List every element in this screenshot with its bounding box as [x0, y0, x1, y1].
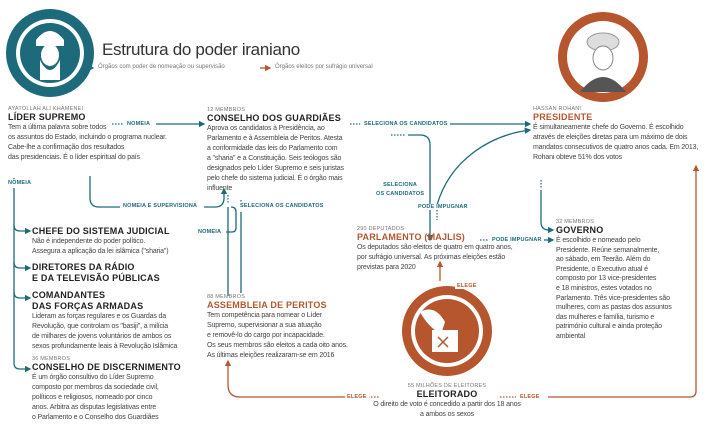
label-seleciona: SELECIONA OS CANDIDATOS	[364, 121, 448, 127]
guardioes-title: CONSELHO DOS GUARDIÃES	[207, 113, 341, 123]
assembleia-peritos-block: 88 MEMBROS ASSEMBLEIA DE PERITOS Tem competência para nomear o Líder Supremo, supervisionar a sua atuação e removê-lo do cargo por incapacidade. Os seus membros são eleitos a cada oito anos. As últimas eleições realizaram-se em 2016	[207, 294, 348, 359]
lider-name: AYATOLLAH ALI KHAMENEI	[8, 106, 84, 112]
label-pode-impugnar: PODE IMPUGNAR	[418, 204, 468, 210]
page-title: Estrutura do poder iraniano	[102, 40, 300, 59]
label-nomeia-supervisiona: NOMEIA E SUPERVISIONA	[123, 203, 198, 209]
ballot-icon	[402, 286, 492, 376]
diretores-radio-block: DIRETORES DA RÁDIO E DA TELEVISÃO PÚBLICAS	[32, 262, 160, 283]
presidente-name: HASSAN ROHANI	[533, 106, 582, 112]
presidente-title: PRESIDENTE	[533, 112, 593, 122]
parlamento-block: 290 DEPUTADOS PARLAMENTO (MAJLIS) Os deputados são eleitos de quatro em quatro anos, por sufrágio universal. As próximas eleições estão previstas para 2020	[357, 226, 513, 271]
rohani-portrait	[558, 12, 648, 102]
chefe-judicial-block	[32, 226, 170, 257]
label-nomeia: NOMEIA	[198, 229, 222, 235]
label-elege: ELEGE	[347, 394, 367, 400]
presidente-block	[533, 106, 698, 163]
guardioes-count: 12 MEMBROS	[207, 107, 246, 113]
presidente-text: É simultaneamente chefe do Governo. É escolhido através de eleições diretas para um máximo de dois mandatos consecutivos de quatro anos cada. Em 2013, Rohani obteve 51% dos votos	[533, 124, 699, 161]
governo-block: 32 MEMBROS GOVERNO É escolhido e nomeado pelo Presidente. Reúne semanalmente, ao sábado, em Teerão. Além do Presidente, o Executivo atual é composto por 13 vice-presidentes e 18 ministros, estes votados no Parlamento. Três vice-presidentes são mulheres, com as pastas dos assuntos das mulheres e família, turismo e património cultural e ainda proteção ambiental	[556, 219, 672, 340]
label-elege: ELEGE	[520, 394, 540, 400]
label-seleciona-candidatos: SELECIONA OS CANDIDATOS	[376, 182, 425, 197]
legend-elected: Órgãos eleitos por sufrágio universal	[275, 64, 373, 70]
conselho-guardioes-block	[207, 107, 344, 194]
guardioes-text: Aprova os candidatos à Presidência, ao Parlamento e à Assembleia de Peritos. Atesta a conformidade das leis do Parlamento com a "sharia" e a Constituição. Seis teólogos são designados pelo Líder Supremo e seis juristas pelo chefe do sistema judicial. É o órgão mais influente	[207, 125, 344, 192]
label-nomeia: NOMEIA	[8, 180, 32, 186]
forcas-armadas-block: COMANDANTES DAS FORÇAS ARMADAS Lideram as forças regulares e os Guardas da Revolução, que controlam os "basiji", a milícia de milhares de jovens voluntários de ambos os sexos profundamente leais à Revolução Islâmica	[32, 290, 178, 350]
lider-title: LÍDER SUPREMO	[8, 112, 86, 122]
conselho-discernimento-block: 36 MEMBROS CONSELHO DE DISCERNIMENTO É um órgão consultivo do Líder Supremo composto por membros da sociedade civil, políticos e religiosos, nomeado por cinco anos. Arbitra as disputas legislativas entre o Parlamento e o Conselho dos Guardiães	[32, 356, 181, 421]
judicial-title: CHEFE DO SISTEMA JUDICIAL	[32, 226, 170, 236]
label-seleciona: SELECIONA OS CANDIDATOS	[240, 203, 324, 209]
label-pode-impugnar: PODE IMPUGNAR	[492, 237, 542, 243]
eleitorado-block: 55 MILHÕES DE ELEITORES ELEITORADO O direito de voto é concedido a partir dos 18 anos a ambos os sexos	[373, 383, 521, 418]
lider-supremo-block	[8, 106, 167, 163]
khamenei-portrait	[6, 9, 94, 97]
label-nomeia: NOMEIA	[127, 121, 151, 127]
label-elege: ELEGE	[457, 283, 477, 289]
lider-text: Tem a última palavra sobre todos os assuntos do Estado, incluindo o programa nuclear. Cabe-lhe a confirmação dos resultados das presidenciais. É o líder espiritual do país	[8, 124, 167, 161]
legend-appointment: Órgãos com poder de nomeação ou supervisão	[98, 64, 225, 70]
judicial-text: Não é independente do poder político. Assegura a aplicação da lei islâmica ("sharia")	[32, 238, 169, 255]
